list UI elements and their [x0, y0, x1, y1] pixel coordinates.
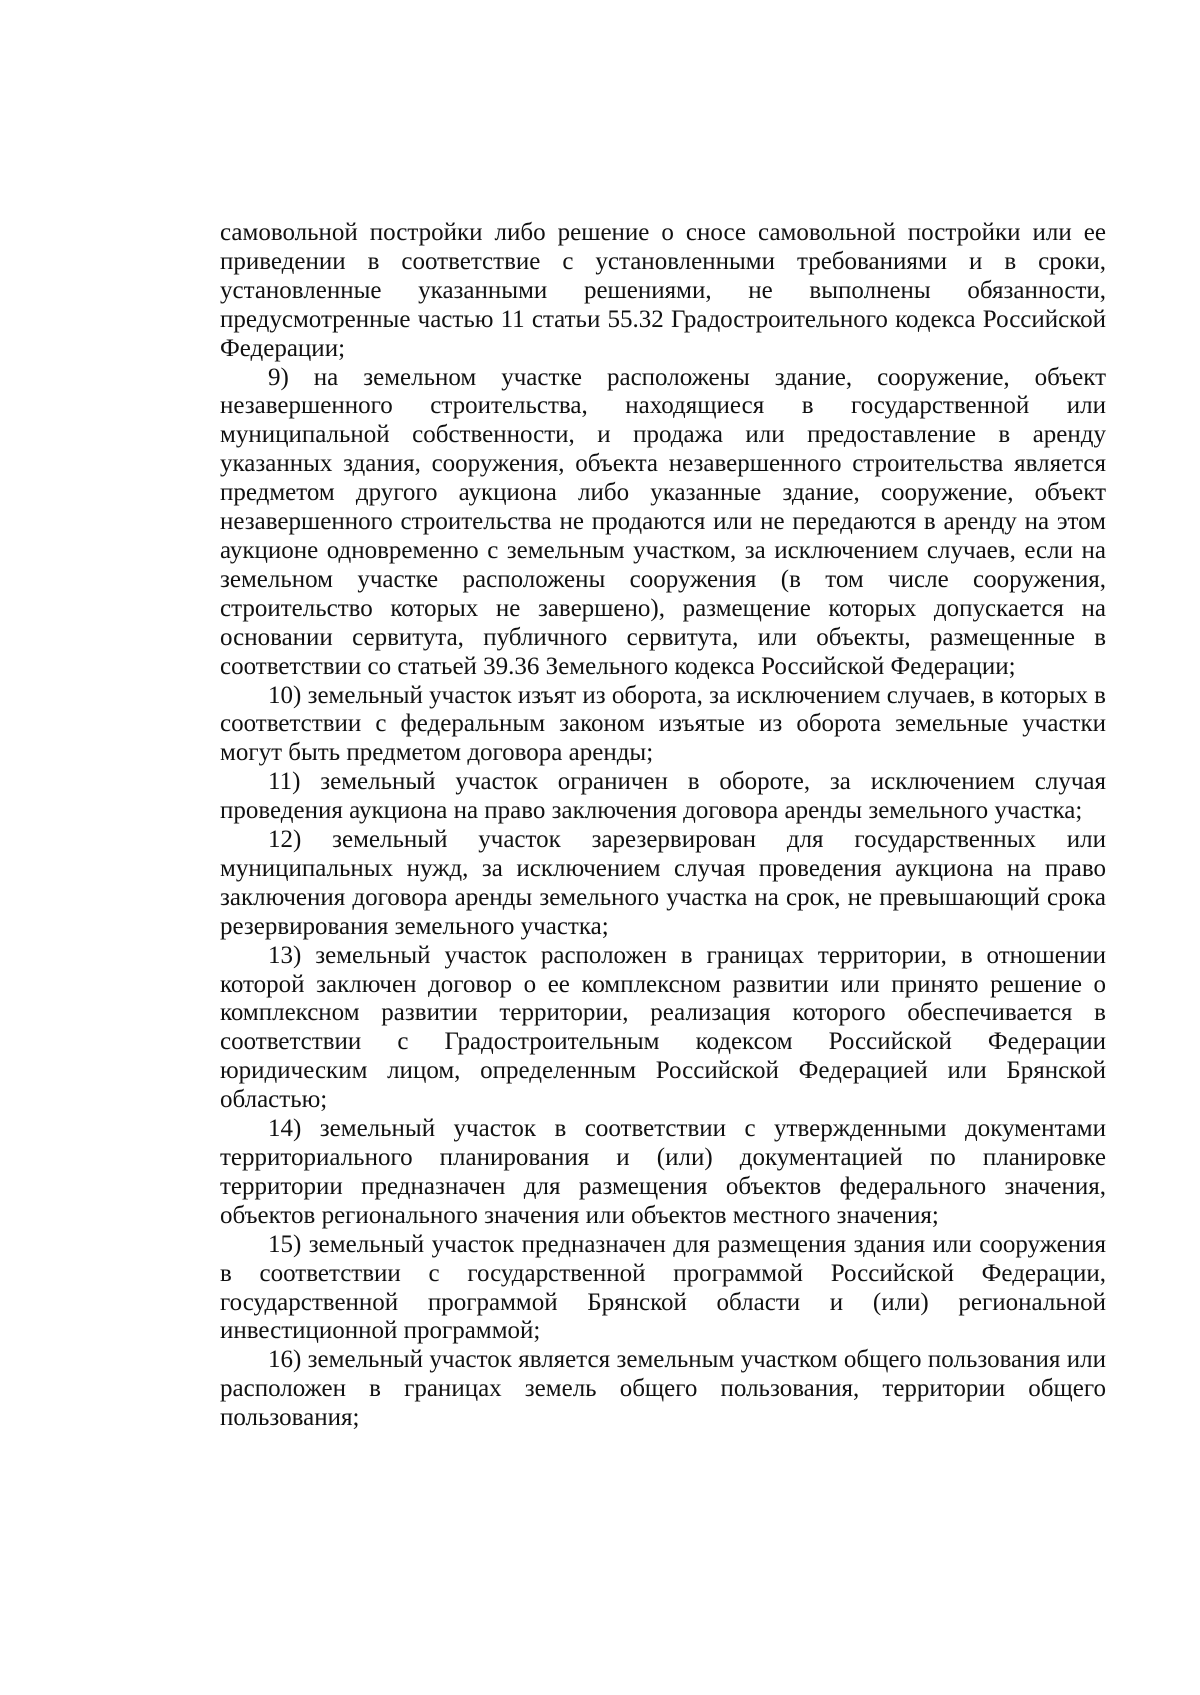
paragraph-continuation: самовольной постройки либо решение о сносе самовольной постройки или ее приведении в соответствие с установленными требованиями и в сроки, установленные указанными решениями, не выполнены обязанности, предусмотренные частью 11 статьи 55.32 Градостроительного кодекса Российской Федерации;	[220, 219, 1106, 362]
paragraph-item-10: 10) земельный участок изъят из оборота, за исключением случаев, в которых в соответствии с федеральным законом изъятые из оборота земельные участки могут быть предметом договора аренды;	[220, 681, 1106, 767]
document-text-body	[220, 219, 1106, 1433]
paragraph-item-14: 14) земельный участок в соответствии с утвержденными документами территориального планирования и (или) документацией по планировке территории предназначен для размещения объектов федерального значения, объектов регионального значения или объектов местного значения;	[220, 1115, 1106, 1229]
paragraph-item-15: 15) земельный участок предназначен для размещения здания или сооружения в соответствии с государственной программой Российской Федерации, государственной программой Брянской области и (или) региональной инвестиционной программой;	[220, 1230, 1106, 1345]
paragraph-item-11: 11) земельный участок ограничен в обороте, за исключением случая проведения аукциона на право заключения договора аренды земельного участка;	[220, 768, 1106, 825]
paragraph-item-12: 12) земельный участок зарезервирован для государственных или муниципальных нужд, за исключением случая проведения аукциона на право заключения договора аренды земельного участка на срок, не превышающий срока резервирования земельного участка;	[220, 826, 1106, 940]
paragraph-item-9: 9) на земельном участке расположены здание, сооружение, объект незавершенного строительства, находящиеся в государственной или муниципальной собственности, и продажа или предоставление в аренду указанных здания, сооружения, объекта незавершенного строительства является предметом другого аукциона либо указанные здание, сооружение, объект незавершенного строительства не продаются или не передаются в аренду на этом аукционе одновременно с земельным участком, за исключением случаев, если на земельном участке расположены сооружения (в том числе сооружения, строительство которых не завершено), размещение которых допускается на основании сервитута, публичного сервитута, или объекты, размещенные в соответствии со статьей 39.36 Земельного кодекса Российской Федерации;	[220, 363, 1106, 680]
paragraph-item-16: 16) земельный участок является земельным участком общего пользования или расположен в границах земель общего пользования, территории общего пользования;	[220, 1346, 1106, 1432]
paragraph-item-13: 13) земельный участок расположен в границах территории, в отношении которой заключен договор о ее комплексном развитии или принято решение о комплексном развитии территории, реализация которого обеспечивается в соответствии с Градостроительным кодексом Российской Федерации юридическим лицом, определенным Российской Федерацией или Брянской областью;	[220, 941, 1106, 1114]
